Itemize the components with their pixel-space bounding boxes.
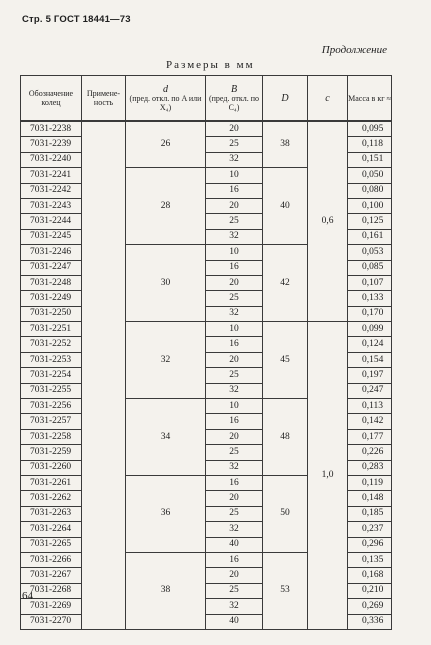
width-cell: 16 <box>206 414 263 429</box>
designation-cell: 7031-2246 <box>21 245 82 260</box>
width-cell: 16 <box>206 475 263 490</box>
mass-cell: 0,124 <box>348 337 392 352</box>
mass-cell: 0,113 <box>348 399 392 414</box>
designation-cell: 7031-2244 <box>21 214 82 229</box>
d-tolerance-note: (пред. откл. по A или X₄) <box>129 93 202 112</box>
mass-cell: 0,099 <box>348 322 392 337</box>
outer-diameter-column-header <box>263 76 308 122</box>
mass-cell: 0,269 <box>348 599 392 614</box>
mass-cell: 0,210 <box>348 583 392 598</box>
mass-cell: 0,296 <box>348 537 392 552</box>
width-cell: 25 <box>206 506 263 521</box>
width-cell: 16 <box>206 183 263 198</box>
mass-cell: 0,197 <box>348 368 392 383</box>
mass-cell: 0,050 <box>348 168 392 183</box>
mass-cell: 0,161 <box>348 229 392 244</box>
width-cell: 40 <box>206 537 263 552</box>
width-cell: 25 <box>206 291 263 306</box>
mass-cell: 0,135 <box>348 552 392 567</box>
mass-cell: 0,125 <box>348 214 392 229</box>
mass-cell: 0,151 <box>348 152 392 167</box>
width-cell: 25 <box>206 214 263 229</box>
width-cell: 20 <box>206 198 263 213</box>
width-column-header <box>206 76 263 122</box>
designation-cell: 7031-2263 <box>21 506 82 521</box>
mass-cell: 0,177 <box>348 429 392 444</box>
mass-cell: 0,085 <box>348 260 392 275</box>
mass-cell: 0,100 <box>348 198 392 213</box>
designation-cell: 7031-2257 <box>21 414 82 429</box>
designation-cell: 7031-2264 <box>21 522 82 537</box>
width-cell: 25 <box>206 368 263 383</box>
width-cell: 32 <box>206 460 263 475</box>
width-cell: 10 <box>206 168 263 183</box>
inner-diameter-cell: 28 <box>126 168 206 245</box>
c-symbol: c <box>325 92 330 104</box>
designation-cell: 7031-2245 <box>21 229 82 244</box>
inner-diameter-cell: 34 <box>126 399 206 476</box>
width-cell: 20 <box>206 568 263 583</box>
chamfer-cell: 1,0 <box>308 322 348 630</box>
designation-column-header: Обозначение колец <box>21 76 82 122</box>
mass-cell: 0,336 <box>348 614 392 629</box>
designation-cell: 7031-2251 <box>21 322 82 337</box>
designation-cell: 7031-2249 <box>21 291 82 306</box>
mass-cell: 0,170 <box>348 306 392 321</box>
page-header: Стр. 5 ГОСТ 18441—73 <box>22 14 131 25</box>
designation-cell: 7031-2248 <box>21 275 82 290</box>
continuation-label: Продолжение <box>321 44 387 56</box>
inner-diameter-cell: 26 <box>126 121 206 168</box>
mass-cell: 0,095 <box>348 121 392 137</box>
designation-cell: 7031-2240 <box>21 152 82 167</box>
outer-diameter-cell: 40 <box>263 168 308 245</box>
width-cell: 10 <box>206 322 263 337</box>
mass-cell: 0,154 <box>348 352 392 367</box>
designation-cell: 7031-2262 <box>21 491 82 506</box>
width-cell: 20 <box>206 121 263 137</box>
mass-column-header: Масса в кг ≈ <box>348 76 392 122</box>
designation-cell: 7031-2259 <box>21 445 82 460</box>
width-cell: 32 <box>206 152 263 167</box>
chamfer-cell: 0,6 <box>308 121 348 322</box>
mass-cell: 0,107 <box>348 275 392 290</box>
width-cell: 10 <box>206 245 263 260</box>
inner-diameter-cell: 30 <box>126 245 206 322</box>
designation-cell: 7031-2239 <box>21 137 82 152</box>
table-body <box>21 121 392 629</box>
B-symbol: B <box>230 83 238 95</box>
usage-column-header: Примене-ность <box>82 76 126 122</box>
width-cell: 20 <box>206 275 263 290</box>
designation-cell: 7031-2252 <box>21 337 82 352</box>
mass-cell: 0,237 <box>348 522 392 537</box>
designation-cell: 7031-2258 <box>21 429 82 444</box>
mass-cell: 0,168 <box>348 568 392 583</box>
width-cell: 32 <box>206 522 263 537</box>
designation-cell: 7031-2260 <box>21 460 82 475</box>
designation-cell: 7031-2255 <box>21 383 82 398</box>
width-cell: 40 <box>206 614 263 629</box>
designation-cell: 7031-2243 <box>21 198 82 213</box>
width-cell: 10 <box>206 399 263 414</box>
designation-cell: 7031-2256 <box>21 399 82 414</box>
inner-diameter-column-header <box>126 76 206 122</box>
width-cell: 25 <box>206 445 263 460</box>
usage-cell <box>82 121 126 629</box>
designation-cell: 7031-2254 <box>21 368 82 383</box>
width-cell: 20 <box>206 352 263 367</box>
mass-cell: 0,119 <box>348 475 392 490</box>
table-header-row <box>21 76 392 122</box>
width-cell: 20 <box>206 491 263 506</box>
inner-diameter-cell: 36 <box>126 475 206 552</box>
width-cell: 16 <box>206 552 263 567</box>
page-number: 64 <box>22 590 33 602</box>
sizes-caption: Размеры в мм <box>166 59 255 71</box>
d-symbol: d <box>163 83 168 95</box>
B-tolerance-note: (пред. откл. по C₄) <box>208 93 259 112</box>
designation-cell: 7031-2265 <box>21 537 82 552</box>
mass-cell: 0,185 <box>348 506 392 521</box>
chamfer-column-header <box>308 76 348 122</box>
mass-cell: 0,133 <box>348 291 392 306</box>
table-row <box>21 121 392 137</box>
width-cell: 32 <box>206 229 263 244</box>
inner-diameter-cell: 32 <box>126 322 206 399</box>
table-row <box>21 322 392 337</box>
designation-cell: 7031-2238 <box>21 121 82 137</box>
mass-cell: 0,118 <box>348 137 392 152</box>
designation-cell: 7031-2267 <box>21 568 82 583</box>
mass-cell: 0,226 <box>348 445 392 460</box>
mass-cell: 0,053 <box>348 245 392 260</box>
width-cell: 16 <box>206 260 263 275</box>
width-cell: 32 <box>206 383 263 398</box>
mass-cell: 0,247 <box>348 383 392 398</box>
designation-cell: 7031-2266 <box>21 552 82 567</box>
designation-cell: 7031-2253 <box>21 352 82 367</box>
designation-cell: 7031-2242 <box>21 183 82 198</box>
inner-diameter-cell: 38 <box>126 552 206 629</box>
width-cell: 32 <box>206 306 263 321</box>
designation-cell: 7031-2269 <box>21 599 82 614</box>
designation-cell: 7031-2268 <box>21 583 82 598</box>
mass-cell: 0,142 <box>348 414 392 429</box>
designation-cell: 7031-2261 <box>21 475 82 490</box>
width-cell: 25 <box>206 137 263 152</box>
outer-diameter-cell: 50 <box>263 475 308 552</box>
designation-cell: 7031-2250 <box>21 306 82 321</box>
designation-cell: 7031-2270 <box>21 614 82 629</box>
designation-cell: 7031-2247 <box>21 260 82 275</box>
mass-cell: 0,080 <box>348 183 392 198</box>
outer-diameter-cell: 38 <box>263 121 308 168</box>
outer-diameter-cell: 42 <box>263 245 308 322</box>
outer-diameter-cell: 45 <box>263 322 308 399</box>
ring-dimensions-table <box>20 75 392 630</box>
mass-cell: 0,148 <box>348 491 392 506</box>
mass-cell: 0,283 <box>348 460 392 475</box>
width-cell: 32 <box>206 599 263 614</box>
outer-diameter-cell: 53 <box>263 552 308 629</box>
width-cell: 20 <box>206 429 263 444</box>
designation-cell: 7031-2241 <box>21 168 82 183</box>
D-symbol: D <box>281 92 289 104</box>
width-cell: 16 <box>206 337 263 352</box>
outer-diameter-cell: 48 <box>263 399 308 476</box>
width-cell: 25 <box>206 583 263 598</box>
